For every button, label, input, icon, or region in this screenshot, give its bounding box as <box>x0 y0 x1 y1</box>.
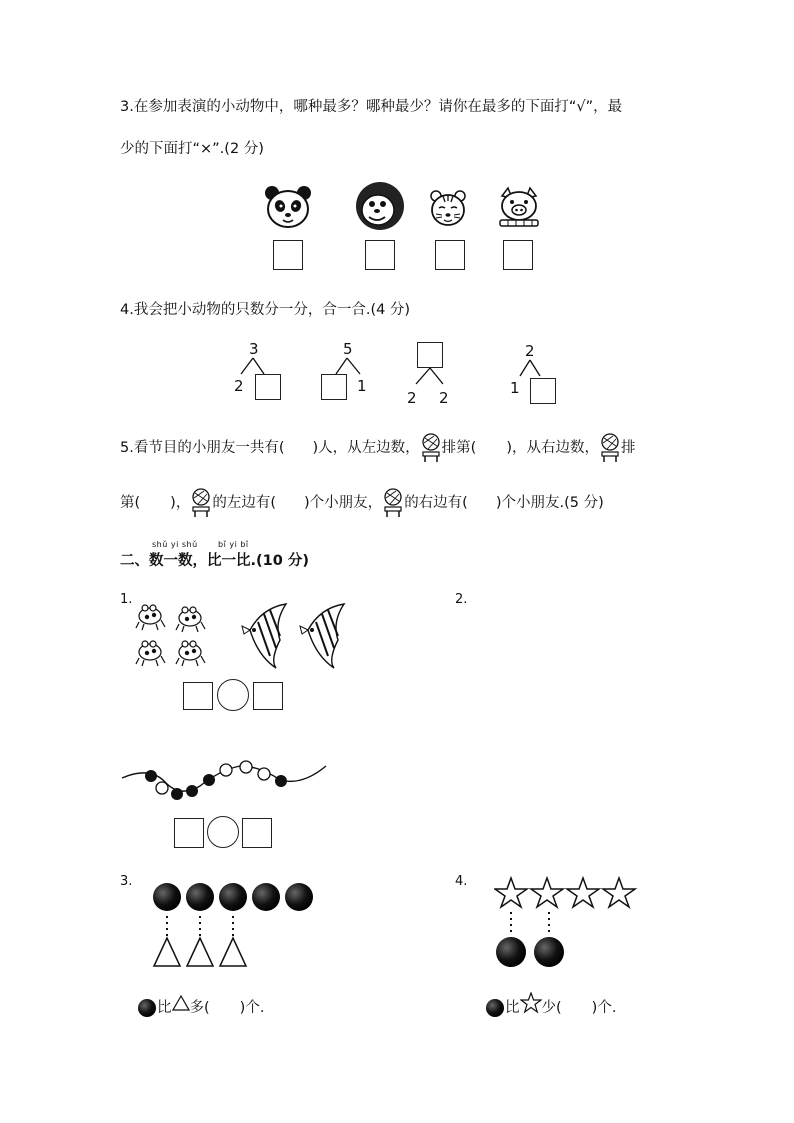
compare-circle[interactable] <box>217 679 249 711</box>
q5-text: 排第( <box>441 440 477 456</box>
split-tree <box>228 338 298 408</box>
tree-left-number: 2 <box>407 389 417 407</box>
tree-right-number: 1 <box>357 377 367 395</box>
p4-text: )个. <box>591 1000 617 1016</box>
p3-sentence <box>137 998 264 1018</box>
p4-text: 少( <box>541 1000 562 1016</box>
star-row <box>494 876 640 976</box>
q5-text: 第( <box>120 495 141 511</box>
monkey-icon <box>352 180 408 232</box>
child-icon <box>420 433 442 463</box>
section2-heading <box>120 540 380 572</box>
frog-icon <box>136 605 165 630</box>
q5-text: 的左边有( <box>212 495 277 511</box>
split-tree <box>318 338 388 408</box>
triangle-icon <box>172 994 190 1012</box>
p4-sentence <box>485 998 616 1018</box>
q5-line2 <box>120 493 604 513</box>
answer-box[interactable] <box>273 240 303 270</box>
tree-top-number: 3 <box>249 340 259 358</box>
tree-top-number: 2 <box>525 342 535 360</box>
answer-box[interactable] <box>183 682 213 710</box>
split-tree <box>404 340 464 410</box>
p3-text: 比 <box>157 1000 172 1016</box>
q5-text: 5.看节目的小朋友一共有( <box>120 440 285 456</box>
tiger-icon <box>428 188 468 228</box>
answer-box[interactable] <box>321 374 347 400</box>
problem-label: 3. <box>120 874 133 889</box>
answer-box[interactable] <box>174 818 204 848</box>
star-icon <box>520 992 542 1014</box>
child-icon <box>190 488 212 518</box>
q5-text: 的右边有( <box>404 495 468 511</box>
q5-text: )， <box>170 495 191 511</box>
section2-comma: ， <box>192 553 207 569</box>
tree-top-number: 5 <box>343 340 353 358</box>
q5-text: )个小朋友.(5 分) <box>495 495 604 511</box>
answer-box[interactable] <box>435 240 465 270</box>
pinyin: shǔ yi shǔ <box>152 540 198 549</box>
p3-text: )个. <box>239 1000 265 1016</box>
section2-word2: 比一比 <box>207 553 251 569</box>
black-bead <box>145 770 157 782</box>
tree-right-number: 2 <box>439 389 449 407</box>
fish-icon <box>240 600 290 674</box>
pinyin: bǐ yi bǐ <box>218 540 249 549</box>
bead-string <box>120 752 332 808</box>
q5-text: )人，从左边数， <box>312 440 420 456</box>
panda-icon <box>263 184 313 230</box>
answer-box[interactable] <box>503 240 533 270</box>
child-icon <box>382 488 404 518</box>
p3-text: 多( <box>189 1000 210 1016</box>
q3-line1: 3.在参加表演的小动物中，哪种最多？哪种最少？请你在最多的下面打“√”，最 <box>120 99 623 115</box>
answer-box[interactable] <box>255 374 281 400</box>
q5-text: )个小朋友， <box>304 495 383 511</box>
pig-icon <box>496 186 542 230</box>
q5-line1 <box>120 438 636 458</box>
answer-box[interactable] <box>365 240 395 270</box>
section2-suffix: .(10 分) <box>250 553 309 569</box>
frog-icon-group <box>134 600 212 676</box>
q4-text: 4.我会把小动物的只数分一分，合一合.(4 分) <box>120 302 411 318</box>
p4-text: 比 <box>505 1000 520 1016</box>
answer-box[interactable] <box>253 682 283 710</box>
problem-label: 1. <box>120 592 133 607</box>
problem-label: 2. <box>455 592 468 607</box>
split-tree <box>506 340 566 410</box>
child-icon <box>599 433 621 463</box>
section2-word1: 数一数 <box>149 553 193 569</box>
tree-left-number: 1 <box>510 379 520 397</box>
q3-line2: 少的下面打“×”.(2 分) <box>120 141 264 157</box>
tree-left-number: 2 <box>234 377 244 395</box>
section2-prefix: 二、 <box>120 553 149 569</box>
ball-icon <box>485 998 505 1018</box>
compare-circle[interactable] <box>207 816 239 848</box>
q5-text: )，从右边数， <box>506 440 600 456</box>
ball-icon <box>137 998 157 1018</box>
answer-box[interactable] <box>242 818 272 848</box>
problem-label: 4. <box>455 874 468 889</box>
answer-box[interactable] <box>530 378 556 404</box>
q5-text: 排 <box>621 440 636 456</box>
fish-icon <box>298 600 348 674</box>
ball-row <box>150 880 320 974</box>
